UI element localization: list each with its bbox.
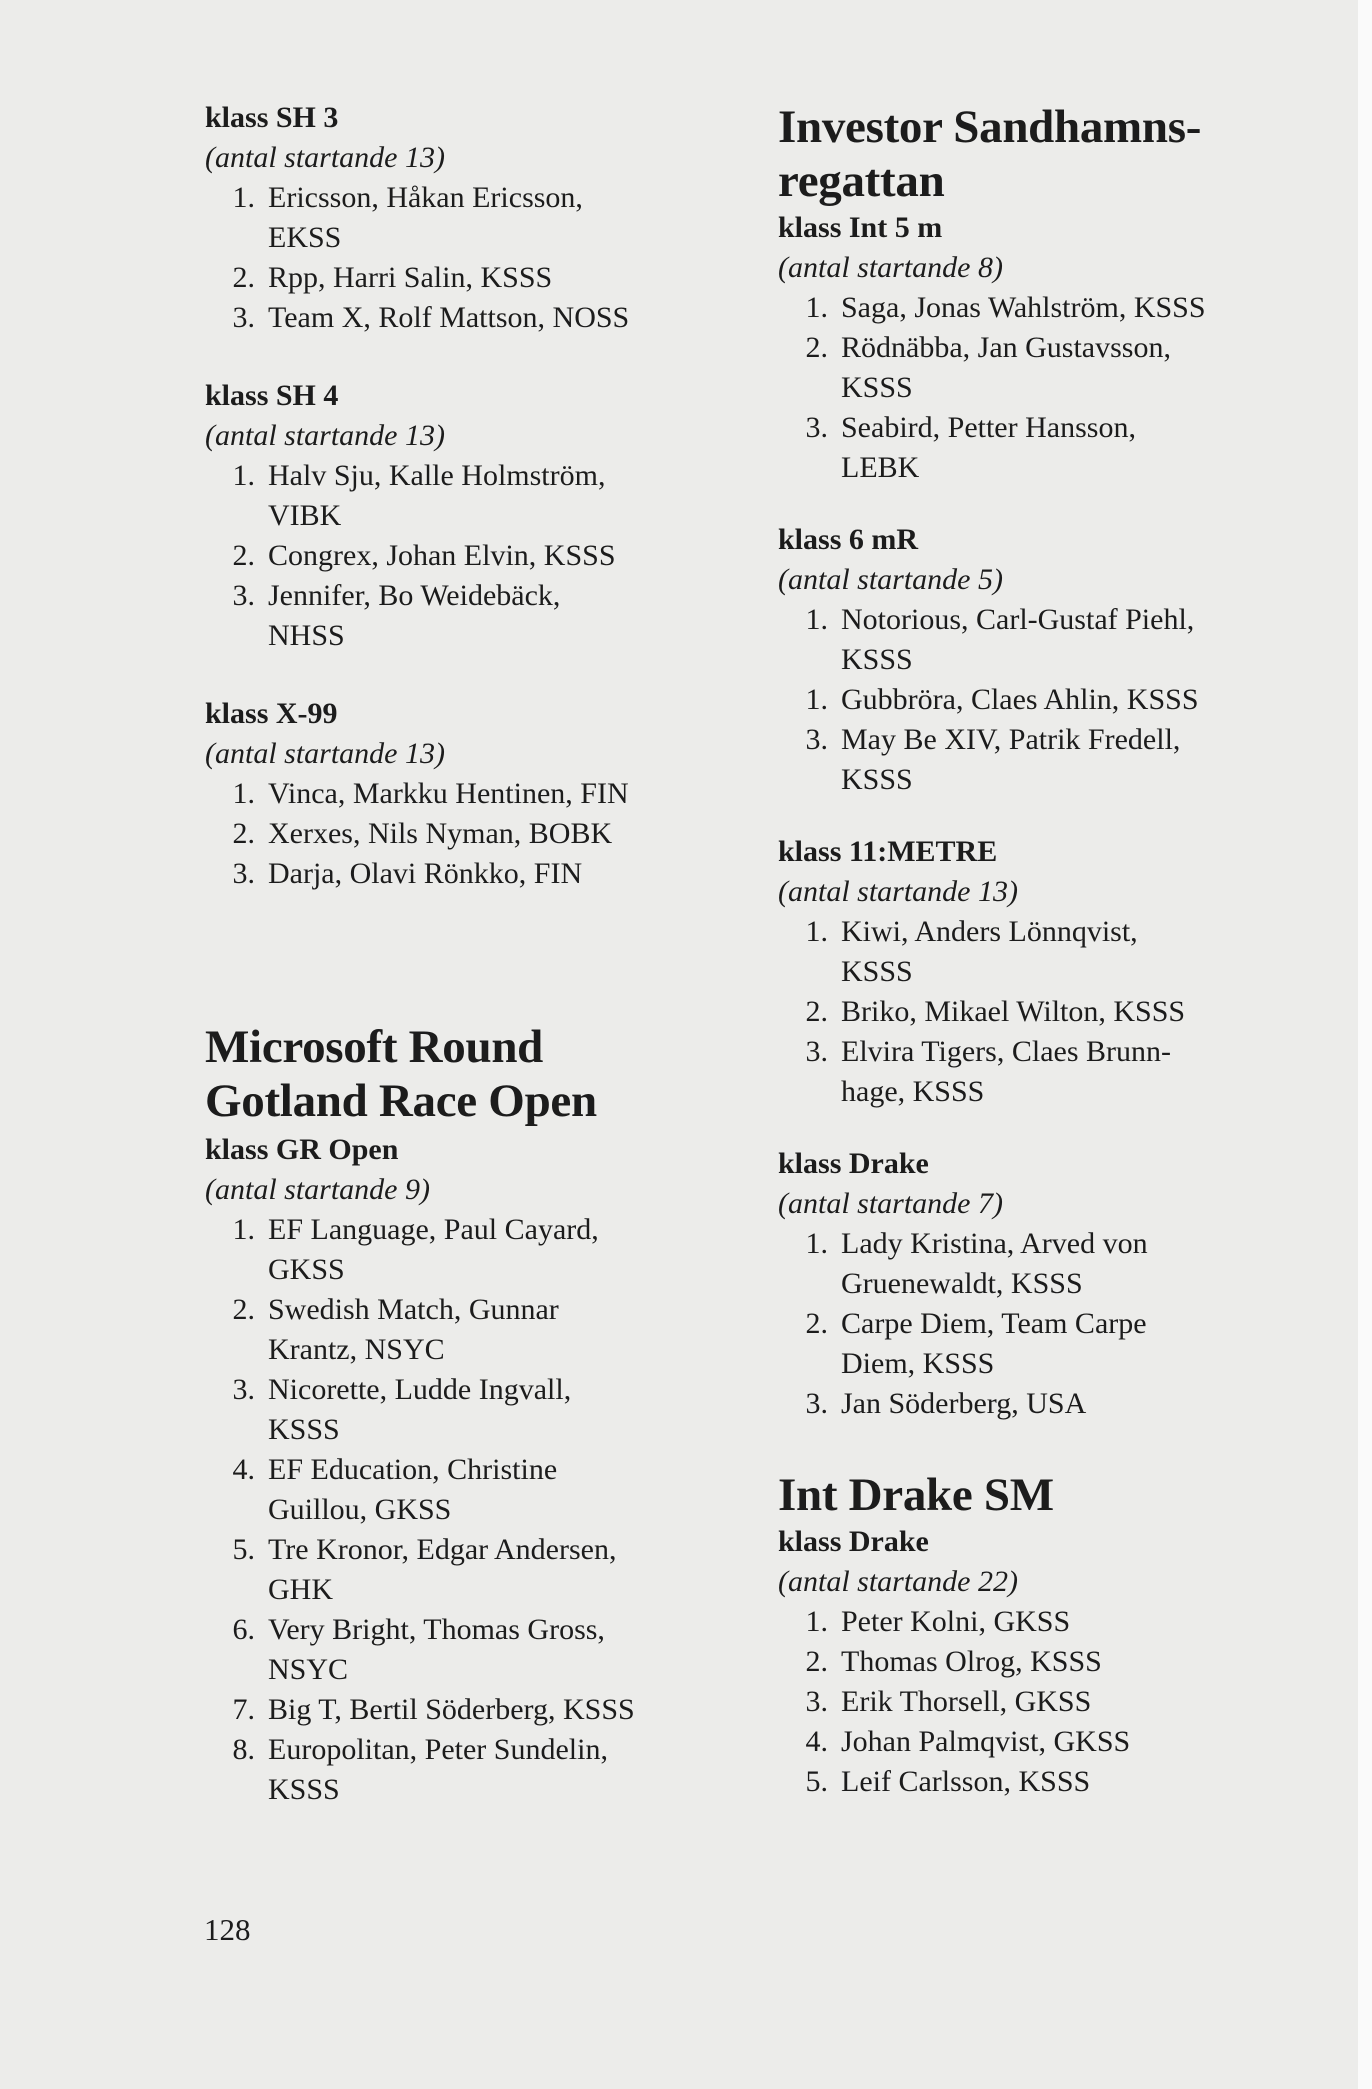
result-item — [778, 600, 1338, 680]
result-item — [205, 774, 765, 814]
result-entry: Gubbröra, Claes Ahlin, KSSS — [841, 683, 1199, 716]
result-item — [205, 1290, 765, 1370]
result-entry: Team X, Rolf Mattson, NOSS — [268, 301, 630, 334]
starters-count: (antal startande 13) — [205, 141, 445, 174]
class-name: klass X-99 — [205, 697, 338, 730]
result-position: 2. — [232, 539, 255, 572]
result-entry: Briko, Mikael Wilton, KSSS — [841, 995, 1186, 1028]
class-block-gr-open — [205, 1130, 765, 1810]
result-entry: Vinca, Markku Hentinen, FIN — [268, 777, 629, 810]
result-item — [778, 408, 1338, 488]
result-entry: EF Education, Christine Guillou, GKSS — [268, 1453, 558, 1526]
result-position: 6. — [232, 1613, 255, 1646]
result-item — [778, 1224, 1338, 1304]
class-block-int-5m — [778, 208, 1338, 488]
result-item — [205, 1530, 765, 1610]
result-item — [778, 1602, 1338, 1642]
result-position: 3. — [805, 1685, 828, 1718]
result-entry: Very Bright, Thomas Gross, NSYC — [268, 1613, 605, 1686]
result-position: 5. — [805, 1765, 828, 1798]
class-name: klass GR Open — [205, 1133, 399, 1166]
result-item — [205, 258, 765, 298]
result-entry: Erik Thorsell, GKSS — [841, 1685, 1092, 1718]
result-position: 1. — [805, 1605, 828, 1638]
page-edge — [1358, 0, 1372, 2089]
class-block-drake — [778, 1144, 1338, 1424]
result-position: 1. — [805, 603, 828, 636]
results-list — [778, 912, 1338, 1112]
starters-count: (antal startande 13) — [205, 737, 445, 770]
result-item — [205, 814, 765, 854]
results-list — [205, 178, 765, 338]
result-entry: Europolitan, Peter Sundelin, KSSS — [268, 1733, 608, 1806]
result-item — [205, 1370, 765, 1450]
result-position: 1. — [232, 1213, 255, 1246]
result-item — [205, 536, 765, 576]
result-entry: Tre Kronor, Edgar Andersen, GHK — [268, 1533, 617, 1606]
result-entry: Big T, Bertil Söderberg, KSSS — [268, 1693, 635, 1726]
class-name: klass 6 mR — [778, 523, 919, 556]
result-item — [205, 1450, 765, 1530]
result-item — [205, 576, 765, 656]
results-list — [778, 288, 1338, 488]
result-item — [205, 1210, 765, 1290]
result-entry: Notorious, Carl-Gustaf Piehl, KSSS — [841, 603, 1195, 676]
result-item — [778, 288, 1338, 328]
result-item — [205, 1690, 765, 1730]
starters-count: (antal startande 7) — [778, 1187, 1003, 1220]
result-entry: Thomas Olrog, KSSS — [841, 1645, 1102, 1678]
class-name: klass 11:METRE — [778, 835, 998, 868]
result-entry: Nicorette, Ludde Ingvall, KSSS — [268, 1373, 572, 1446]
results-list — [205, 456, 765, 656]
result-item — [205, 854, 765, 894]
results-list — [205, 1210, 765, 1810]
result-entry: Rpp, Harri Salin, KSSS — [268, 261, 553, 294]
class-block-drake-sm — [778, 1522, 1338, 1802]
class-name: klass Drake — [778, 1525, 929, 1558]
section-title-gotland-race: Microsoft Round Gotland Race Open — [205, 1021, 597, 1127]
section-title-sandhamnsregattan: Investor Sandhamns- regattan — [778, 101, 1202, 207]
left-column — [205, 98, 765, 1810]
result-position: 2. — [232, 261, 255, 294]
section-title-int-drake-sm: Int Drake SM — [778, 1469, 1054, 1521]
result-position: 7. — [232, 1693, 255, 1726]
result-position: 1. — [232, 181, 255, 214]
result-entry: Ericsson, Håkan Ericsson, EKSS — [268, 181, 583, 254]
result-position: 3. — [232, 857, 255, 890]
result-entry: Peter Kolni, GKSS — [841, 1605, 1071, 1638]
result-entry: Congrex, Johan Elvin, KSSS — [268, 539, 616, 572]
result-position: 2. — [805, 1645, 828, 1678]
result-entry: Lady Kristina, Arved von Gruenewaldt, KSSS — [841, 1227, 1148, 1300]
class-name: klass Int 5 m — [778, 211, 943, 244]
result-position: 3. — [805, 723, 828, 756]
class-name: klass SH 3 — [205, 101, 339, 134]
result-item — [205, 1610, 765, 1690]
result-entry: Carpe Diem, Team Carpe Diem, KSSS — [841, 1307, 1147, 1380]
result-position: 3. — [232, 301, 255, 334]
result-position: 2. — [805, 995, 828, 1028]
results-list — [205, 774, 765, 894]
result-position: 1. — [232, 777, 255, 810]
result-position: 3. — [232, 1373, 255, 1406]
page-number: 128 — [204, 1912, 251, 1947]
result-entry: Elvira Tigers, Claes Brunn- hage, KSSS — [841, 1035, 1171, 1108]
result-item — [778, 912, 1338, 992]
result-entry: Johan Palmqvist, GKSS — [841, 1725, 1131, 1758]
class-block-sh4 — [205, 376, 765, 656]
result-entry: Swedish Match, Gunnar Krantz, NSYC — [268, 1293, 559, 1366]
class-block-11-metre — [778, 832, 1338, 1112]
starters-count: (antal startande 22) — [778, 1565, 1018, 1598]
result-entry: Darja, Olavi Rönkko, FIN — [268, 857, 583, 890]
result-position: 1. — [805, 291, 828, 324]
starters-count: (antal startande 9) — [205, 1173, 430, 1206]
result-position: 4. — [232, 1453, 255, 1486]
result-entry: Xerxes, Nils Nyman, BOBK — [268, 817, 613, 850]
result-position: 1. — [805, 1227, 828, 1260]
starters-count: (antal startande 13) — [778, 875, 1018, 908]
result-entry: Halv Sju, Kalle Holmström, VIBK — [268, 459, 606, 532]
result-entry: Saga, Jonas Wahlström, KSSS — [841, 291, 1206, 324]
result-position: 3. — [805, 411, 828, 444]
result-entry: EF Language, Paul Cayard, GKSS — [268, 1213, 599, 1286]
result-entry: Jan Söderberg, USA — [841, 1387, 1087, 1420]
result-item — [778, 992, 1338, 1032]
result-item — [778, 1384, 1338, 1424]
results-list — [778, 600, 1338, 800]
result-position: 1. — [805, 915, 828, 948]
result-position: 2. — [232, 817, 255, 850]
right-column — [778, 100, 1338, 1802]
class-block-6mr — [778, 520, 1338, 800]
result-entry: Jennifer, Bo Weidebäck, NHSS — [268, 579, 561, 652]
result-entry: Rödnäbba, Jan Gustavsson, KSSS — [841, 331, 1171, 404]
result-item — [778, 328, 1338, 408]
result-position: 8. — [232, 1733, 255, 1766]
result-position: 3. — [805, 1035, 828, 1068]
starters-count: (antal startande 8) — [778, 251, 1003, 284]
result-item — [205, 178, 765, 258]
result-position: 3. — [232, 579, 255, 612]
class-name: klass Drake — [778, 1147, 929, 1180]
result-entry: Seabird, Petter Hansson, LEBK — [841, 411, 1136, 484]
result-item — [778, 680, 1338, 720]
class-name: klass SH 4 — [205, 379, 339, 412]
result-item — [778, 1642, 1338, 1682]
result-position: 3. — [805, 1387, 828, 1420]
result-entry: May Be XIV, Patrik Fredell, KSSS — [841, 723, 1181, 796]
class-block-x99 — [205, 694, 765, 894]
result-item — [778, 720, 1338, 800]
result-item — [205, 1730, 765, 1810]
result-position: 1. — [232, 459, 255, 492]
result-item — [778, 1682, 1338, 1722]
starters-count: (antal startande 5) — [778, 563, 1003, 596]
result-position: 2. — [232, 1293, 255, 1326]
result-item — [205, 456, 765, 536]
result-item — [778, 1304, 1338, 1384]
result-position: 5. — [232, 1533, 255, 1566]
result-item — [778, 1032, 1338, 1112]
result-item — [778, 1762, 1338, 1802]
result-item — [778, 1722, 1338, 1762]
results-list — [778, 1602, 1338, 1802]
result-entry: Kiwi, Anders Lönnqvist, KSSS — [841, 915, 1138, 988]
result-position: 2. — [805, 331, 828, 364]
result-entry: Leif Carlsson, KSSS — [841, 1765, 1091, 1798]
result-position: 2. — [805, 1307, 828, 1340]
starters-count: (antal startande 13) — [205, 419, 445, 452]
result-position: 4. — [805, 1725, 828, 1758]
results-list — [778, 1224, 1338, 1424]
result-item — [205, 298, 765, 338]
result-position: 1. — [805, 683, 828, 716]
class-block-sh3 — [205, 98, 765, 338]
